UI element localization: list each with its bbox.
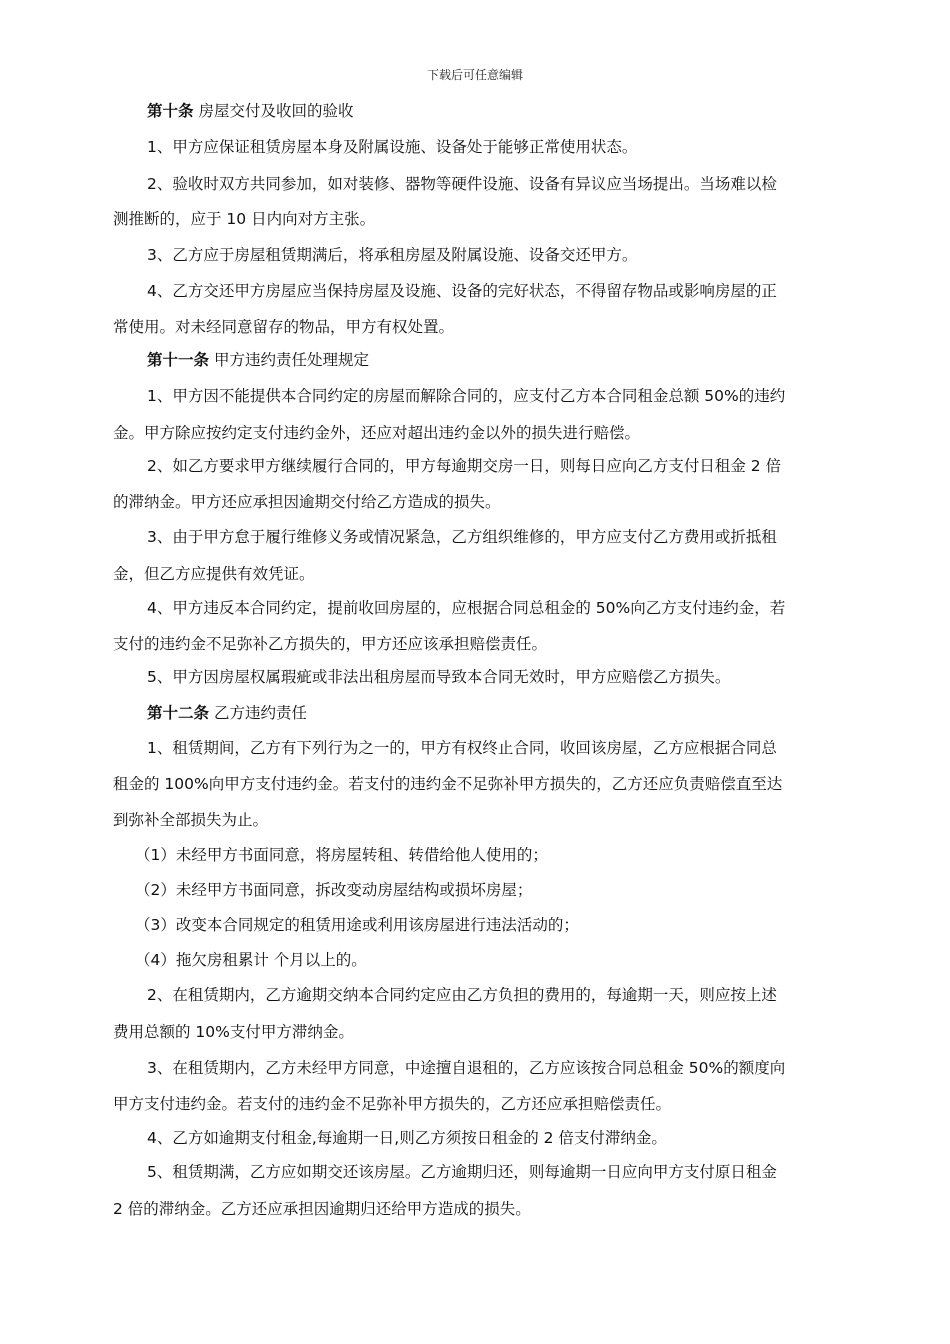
- paragraph-line: 4、乙方交还甲方房屋应当保持房屋及设施、设备的完好状态，不得留存物品或影响房屋的正: [147, 282, 777, 300]
- paragraph-line: 2、如乙方要求甲方继续履行合同的，甲方每逾期交房一日，则每日应向乙方支付日租金 2 倍: [147, 457, 782, 475]
- paragraph-line: 1、甲方因不能提供本合同约定的房屋而解除合同的，应支付乙方本合同租金总额 50%的违约: [147, 387, 786, 405]
- paragraph-line: 2、验收时双方共同参加，如对装修、器物等硬件设施、设备有异议应当场提出。当场难以检: [147, 175, 777, 193]
- section-heading: 乙方违约责任: [209, 704, 307, 722]
- paragraph-line: 的滞纳金。甲方还应承担因逾期交付给乙方造成的损失。: [113, 493, 501, 511]
- paragraph-line: 常使用。对未经同意留存的物品，甲方有权处置。: [113, 318, 455, 336]
- page-header: 下载后可任意编辑: [426, 68, 523, 82]
- section-heading: 甲方违约责任处理规定: [209, 351, 369, 369]
- paragraph-line: 1、甲方应保证租赁房屋本身及附属设施、设备处于能够正常使用状态。: [147, 138, 638, 156]
- paragraph-line: 5、租赁期满，乙方应如期交还该房屋。乙方逾期归还，则每逾期一日应向甲方支付原日租金: [147, 1163, 777, 1181]
- list-item: （3）改变本合同规定的租赁用途或利用该房屋进行违法活动的；: [135, 916, 579, 934]
- paragraph-line: 3、乙方应于房屋租赁期满后，将承租房屋及附属设施、设备交还甲方。: [147, 246, 638, 264]
- paragraph-line: 5、甲方因房屋权属瑕疵或非法出租房屋而导致本合同无效时，甲方应赔偿乙方损失。: [147, 668, 731, 686]
- section-12-title: [113, 702, 307, 724]
- paragraph-line: 到弥补全部损失为止。: [113, 811, 269, 829]
- section-number: 第十条: [147, 102, 194, 120]
- section-11-title: [113, 349, 369, 371]
- paragraph-line: 支付的违约金不足弥补乙方损失的，甲方还应该承担赔偿责任。: [113, 635, 548, 653]
- paragraph-line: 测推断的，应于 10 日内向对方主张。: [113, 210, 376, 228]
- paragraph-line: 3、在租赁期内，乙方未经甲方同意，中途擅自退租的，乙方应该按合同总租金 50%的额度向: [147, 1059, 786, 1077]
- paragraph-line: 金。甲方除应按约定支付违约金外，还应对超出违约金以外的损失进行赔偿。: [113, 424, 641, 442]
- paragraph-line: 金，但乙方应提供有效凭证。: [113, 565, 315, 583]
- list-item: （2）未经甲方书面同意，拆改变动房屋结构或损坏房屋；: [135, 881, 533, 899]
- paragraph-line: 2、在租赁期内，乙方逾期交纳本合同约定应由乙方负担的费用的，每逾期一天，则应按上述: [147, 986, 777, 1004]
- paragraph-line: 3、由于甲方怠于履行维修义务或情况紧急，乙方组织维修的，甲方应支付乙方费用或折抵租: [147, 528, 777, 546]
- paragraph-line: 费用总额的 10%支付甲方滞纳金。: [113, 1023, 354, 1041]
- paragraph-line: 1、租赁期间，乙方有下列行为之一的，甲方有权终止合同，收回该房屋，乙方应根据合同总: [147, 739, 777, 757]
- paragraph-line: 2 倍的滞纳金。乙方还应承担因逾期归还给甲方造成的损失。: [113, 1200, 531, 1218]
- paragraph-line: 4、乙方如逾期支付租金,每逾期一日,则乙方须按日租金的 2 倍支付滞纳金。: [147, 1129, 667, 1147]
- paragraph-line: 甲方支付违约金。若支付的违约金不足弥补甲方损失的，乙方还应承担赔偿责任。: [113, 1095, 672, 1113]
- paragraph-line: 租金的 100%向甲方支付违约金。若支付的违约金不足弥补甲方损失的，乙方还应负责赔偿直至达: [113, 775, 783, 793]
- list-item: （4）拖欠房租累计 个月以上的。: [135, 951, 367, 969]
- section-number: 第十二条: [147, 704, 210, 722]
- section-number: 第十一条: [147, 351, 210, 369]
- paragraph-line: 4、甲方违反本合同约定，提前收回房屋的，应根据合同总租金的 50%向乙方支付违约金，若: [147, 599, 786, 617]
- section-heading: 房屋交付及收回的验收: [193, 102, 354, 120]
- list-item: （1）未经甲方书面同意，将房屋转租、转借给他人使用的；: [135, 846, 548, 864]
- section-10-title: [113, 100, 353, 122]
